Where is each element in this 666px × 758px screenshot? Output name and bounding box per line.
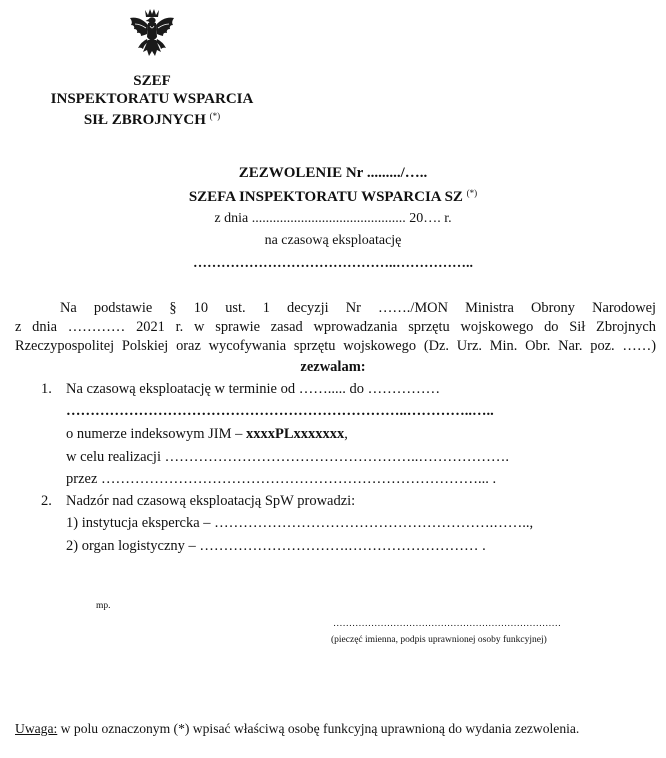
- issuer-line-1: SZEF: [133, 73, 171, 89]
- issuer-line-3: [20, 108, 284, 129]
- item-2-sub-1: 1) instytucja ekspercka – ………………………………………………….……..,: [66, 515, 534, 531]
- stamp-place-label: mp.: [96, 601, 111, 611]
- basis-line-2: z dnia ………… 2021 r. w sprawie zasad wprowadzania sprzętu wojskowego do Sił Zbrojnych: [15, 319, 656, 335]
- permit-date-line: z dnia ............................................ 20…. r.: [214, 211, 452, 226]
- permit-issuer-title-text: SZEFA INSPEKTORATU WSPARCIA SZ: [188, 189, 463, 205]
- basis-line-3: Rzeczypospolitej Polskiej oraz wycofywania sprzętu wojskowego (Dz. Urz. Min. Obr. Nar. poz. ……): [15, 338, 656, 354]
- item-2-sub-2: 2) organ logistyczny – ………………………….……………………… .: [66, 538, 486, 554]
- item-1-text: Na czasową eksploatację w terminie od ……..... do ……………: [66, 381, 441, 397]
- item-1-by-line: przez ……………………………………………………………………... .: [66, 471, 497, 487]
- issuer-line-3-text: SIŁ ZBROJNYCH: [83, 112, 206, 128]
- item-1-dots-field: ……………………………………………………………..…………..…..: [66, 403, 494, 419]
- permit-issuer-footnote-mark: (*): [466, 188, 478, 198]
- item-2-text: Nadzór nad czasową eksploatacją SpW prowadzi:: [66, 493, 356, 509]
- issuer-line-2: INSPEKTORATU WSPARCIA: [50, 91, 254, 107]
- item-1-index-line: [66, 426, 348, 443]
- permit-title: ZEZWOLENIE Nr ........./…..: [238, 165, 428, 181]
- polish-eagle-emblem-icon: [126, 6, 178, 64]
- permit-subject-field: ……………………………………..……………..: [193, 256, 473, 271]
- item-1-goal-line: w celu realizacji ……………………………………………..……………….: [66, 449, 509, 465]
- signature-caption: (pieczęć imienna, podpis uprawnionej osoby funkcyjnej): [331, 635, 547, 645]
- permit-issuer-title: [0, 188, 666, 206]
- item-1-number: 1.: [41, 381, 52, 397]
- issuer-footnote-mark: (*): [209, 111, 221, 121]
- index-prefix: o numerze indeksowym JIM –: [66, 426, 247, 442]
- footnote-text: w polu oznaczonym (*) wpisać właściwą osobę funkcyjną uprawnioną do wydania zezwolenia.: [57, 721, 580, 736]
- footnote: [15, 721, 579, 737]
- index-value: xxxxPLxxxxxxx: [246, 426, 345, 442]
- decision-word: zezwalam:: [300, 359, 366, 375]
- footnote-label: Uwaga:: [15, 721, 58, 736]
- signature-dots-field: ………………………………………………………………: [333, 619, 561, 629]
- index-suffix: ,: [344, 426, 348, 442]
- permit-purpose: na czasową eksploatację: [264, 233, 402, 248]
- basis-line-1: Na podstawie § 10 ust. 1 decyzji Nr ……./MON Ministra Obrony Narodowej: [60, 300, 656, 316]
- item-2-number: 2.: [41, 493, 52, 509]
